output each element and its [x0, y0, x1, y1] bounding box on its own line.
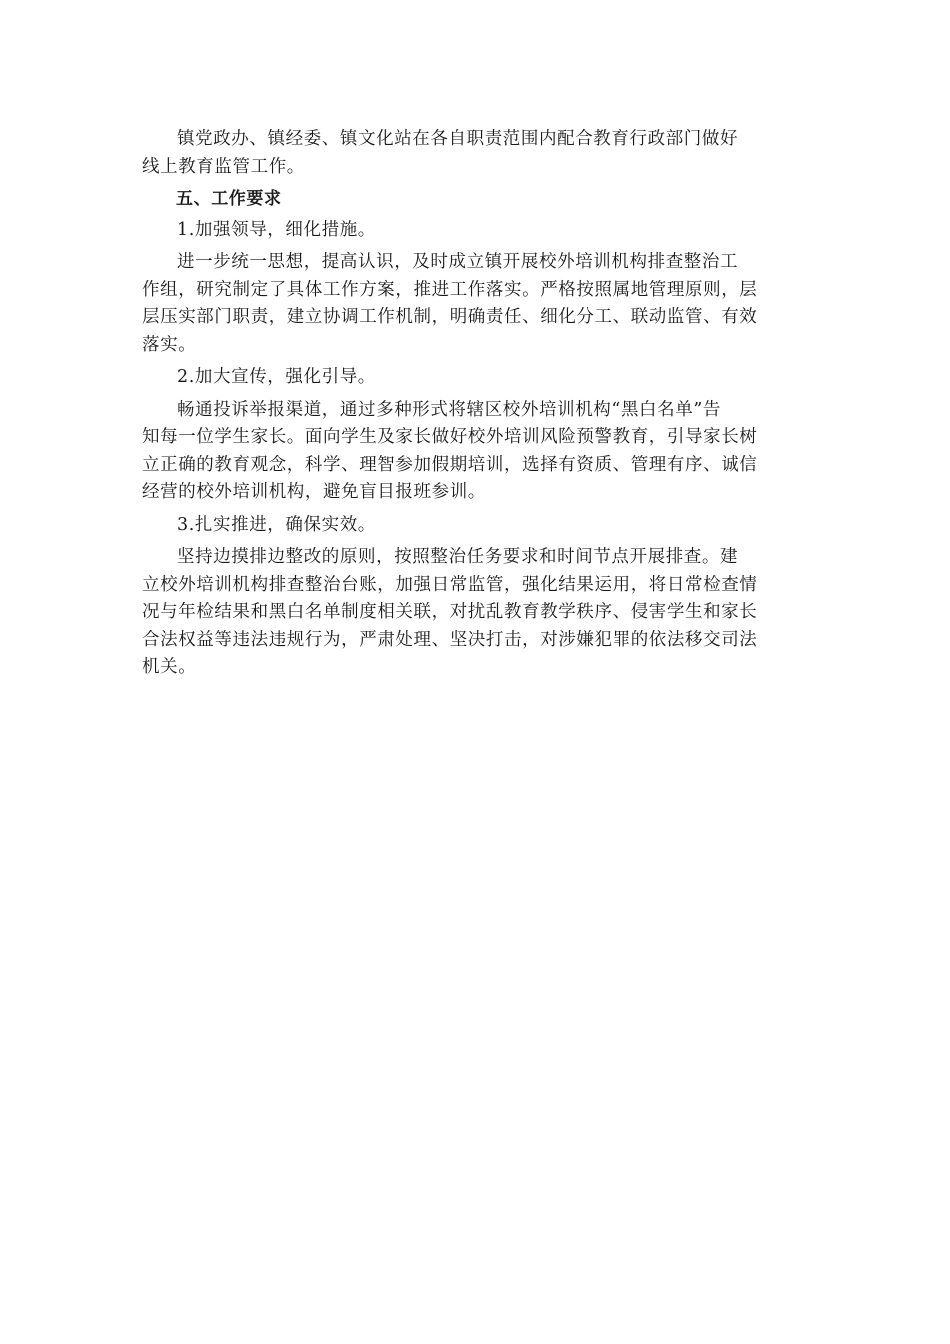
paragraph-leadership: 进一步统一思想，提高认识，及时成立镇开展校外培训机构排查整治工 作组，研究制定了具体工作方案，推进工作落实。严格按照属地管理原则，层 层压实部门职责，建立协调工作机制，明确责任、细化分工、联动监管、有效 落实。: [142, 252, 758, 355]
section-heading-work-requirements: 五、工作要求: [176, 189, 282, 209]
document-page: [142, 126, 810, 682]
paragraph-supervision-duties: 镇党政办、镇经委、镇文化站在各自职责范围内配合教育行政部门做好 线上教育监管工作。: [142, 129, 739, 177]
subheading-publicity: 2.加大宣传，强化引导。: [177, 367, 376, 387]
subheading-effectiveness: 3.扎实推进，确保实效。: [177, 514, 376, 535]
paragraph-effectiveness: 坚持边摸排边整改的原则，按照整治任务要求和时间节点开展排查。建 立校外培训机构排查整治台账，加强日常监管，强化结果运用，将日常检查情 况与年检结果和黑白名单制度相关联，对扰乱教育教学秩序、侵害学生和家长 合法权益等违法违规行为，严肃处理、坚决打击，对涉嫌犯罪的依法移交司法 机关。: [142, 547, 758, 677]
subheading-leadership: 1.加强领导，细化措施。: [177, 219, 376, 240]
paragraph-publicity: 畅通投诉举报渠道，通过多种形式将辖区校外培训机构“黑白名单”告 知每一位学生家长。面向学生及家长做好校外培训风险预警教育，引导家长树 立正确的教育观念，科学、理智参加假期培训，选择有资质、管理有序、诚信 经营的校外培训机构，避免盲目报班参训。: [142, 399, 758, 502]
